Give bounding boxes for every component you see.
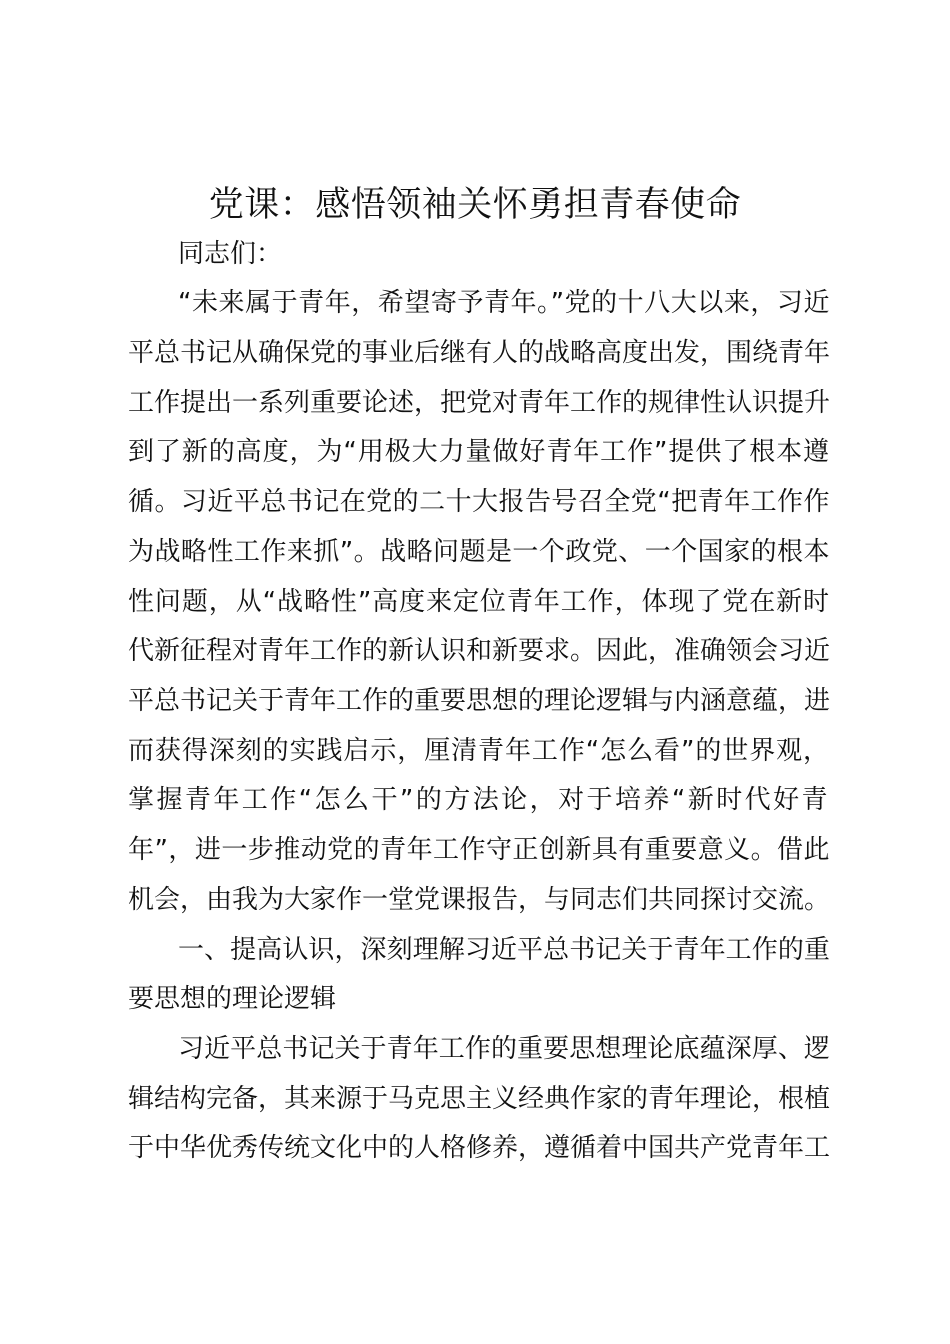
body-line: 代新征程对青年工作的新认识和新要求。因此，准确领会习近 xyxy=(128,636,830,666)
body-line: 要思想的理论逻辑 xyxy=(128,984,337,1014)
body-line: 机会，由我为大家作一堂党课报告，与同志们共同探讨交流。 xyxy=(128,885,830,915)
body-line: 于中华优秀传统文化中的人格修养，遵循着中国共产党青年工 xyxy=(128,1133,830,1163)
body-line: 平总书记关于青年工作的重要思想的理论逻辑与内涵意蕴，进 xyxy=(128,686,830,716)
body-line: 掌握青年工作“怎么干”的方法论，对于培养“新时代好青 xyxy=(128,785,830,815)
salutation: 同志们： xyxy=(178,239,283,269)
body-line: 辑结构完备，其来源于马克思主义经典作家的青年理论，根植 xyxy=(128,1084,830,1114)
body-line: 而获得深刻的实践启示，厘清青年工作“怎么看”的世界观， xyxy=(128,736,830,766)
body-line: 到了新的高度，为“用极大力量做好青年工作”提供了根本遵 xyxy=(128,437,830,467)
body-line: 为战略性工作来抓”。战略问题是一个政党、一个国家的根本 xyxy=(128,537,830,567)
body-line: “未来属于青年，希望寄予青年。”党的十八大以来，习近 xyxy=(178,288,830,318)
body-line: 循。习近平总书记在党的二十大报告号召全党“把青年工作作 xyxy=(128,487,830,517)
body-line: 性问题，从“战略性”高度来定位青年工作，体现了党在新时 xyxy=(128,587,830,617)
body-line: 工作提出一系列重要论述，把党对青年工作的规律性认识提升 xyxy=(128,388,830,418)
body-line: 一、提高认识，深刻理解习近平总书记关于青年工作的重 xyxy=(178,935,830,965)
document-title: 党课：感悟领袖关怀勇担青春使命 xyxy=(208,185,742,225)
body-line: 平总书记从确保党的事业后继有人的战略高度出发，围绕青年 xyxy=(128,338,830,368)
body-line: 年”，进一步推动党的青年工作守正创新具有重要意义。借此 xyxy=(128,835,830,865)
body-line: 习近平总书记关于青年工作的重要思想理论底蕴深厚、逻 xyxy=(178,1034,830,1064)
